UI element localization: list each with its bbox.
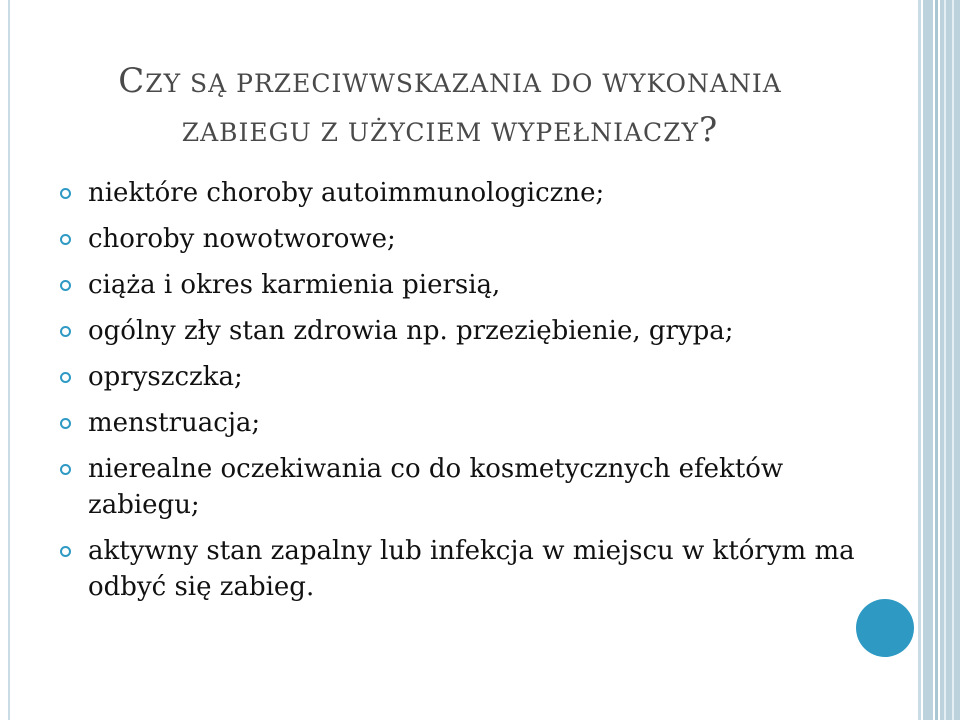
bullet-item — [60, 533, 860, 605]
bullet-list — [60, 175, 860, 615]
title-question-mark: ? — [699, 110, 719, 150]
bullet-item — [60, 267, 860, 303]
slide-title — [60, 58, 840, 156]
right-decor-stripe — [918, 0, 921, 720]
bullet-text: menstruacja; — [88, 408, 261, 438]
bullet-item — [60, 175, 860, 211]
bullet-text: opryszczka; — [88, 362, 243, 392]
bullet-item — [60, 405, 860, 441]
bullet-item — [60, 359, 860, 395]
bullet-item — [60, 221, 860, 257]
bullet-text: choroby nowotworowe; — [88, 224, 396, 254]
bullet-circle-icon — [60, 546, 71, 557]
bullet-circle-icon — [60, 372, 71, 383]
bullet-item — [60, 451, 860, 523]
title-initial: C — [118, 61, 146, 101]
bullet-circle-icon — [60, 188, 71, 199]
right-decor-stripe — [940, 0, 960, 720]
decorative-circle — [856, 599, 914, 657]
bullet-text: nierealne oczekiwania co do kosmetycznych efektów zabiegu; — [88, 454, 784, 520]
bullet-circle-icon — [60, 326, 71, 337]
bullet-text: niektóre choroby autoimmunologiczne; — [88, 178, 605, 208]
bullet-circle-icon — [60, 464, 71, 475]
bullet-text: ciąża i okres karmienia piersią, — [88, 270, 501, 300]
bullet-text: ogólny zły stan zdrowia np. przeziębienie, grypa; — [88, 316, 734, 346]
right-decor-stripe — [923, 0, 933, 720]
title-line2: ZABIEGU Z UŻYCIEM WYPEŁNIACZY — [181, 118, 700, 147]
right-decor-stripe — [952, 0, 954, 720]
right-decor-stripe — [944, 0, 946, 720]
title-line1: ZY SĄ PRZECIWWSKAZANIA DO WYKONANIA — [145, 69, 782, 98]
bullet-circle-icon — [60, 280, 71, 291]
left-border-line — [8, 0, 10, 720]
bullet-circle-icon — [60, 234, 71, 245]
bullet-circle-icon — [60, 418, 71, 429]
bullet-text: aktywny stan zapalny lub infekcja w miejscu w którym ma odbyć się zabieg. — [88, 536, 855, 602]
bullet-item — [60, 313, 860, 349]
right-decor-stripe — [935, 0, 938, 720]
